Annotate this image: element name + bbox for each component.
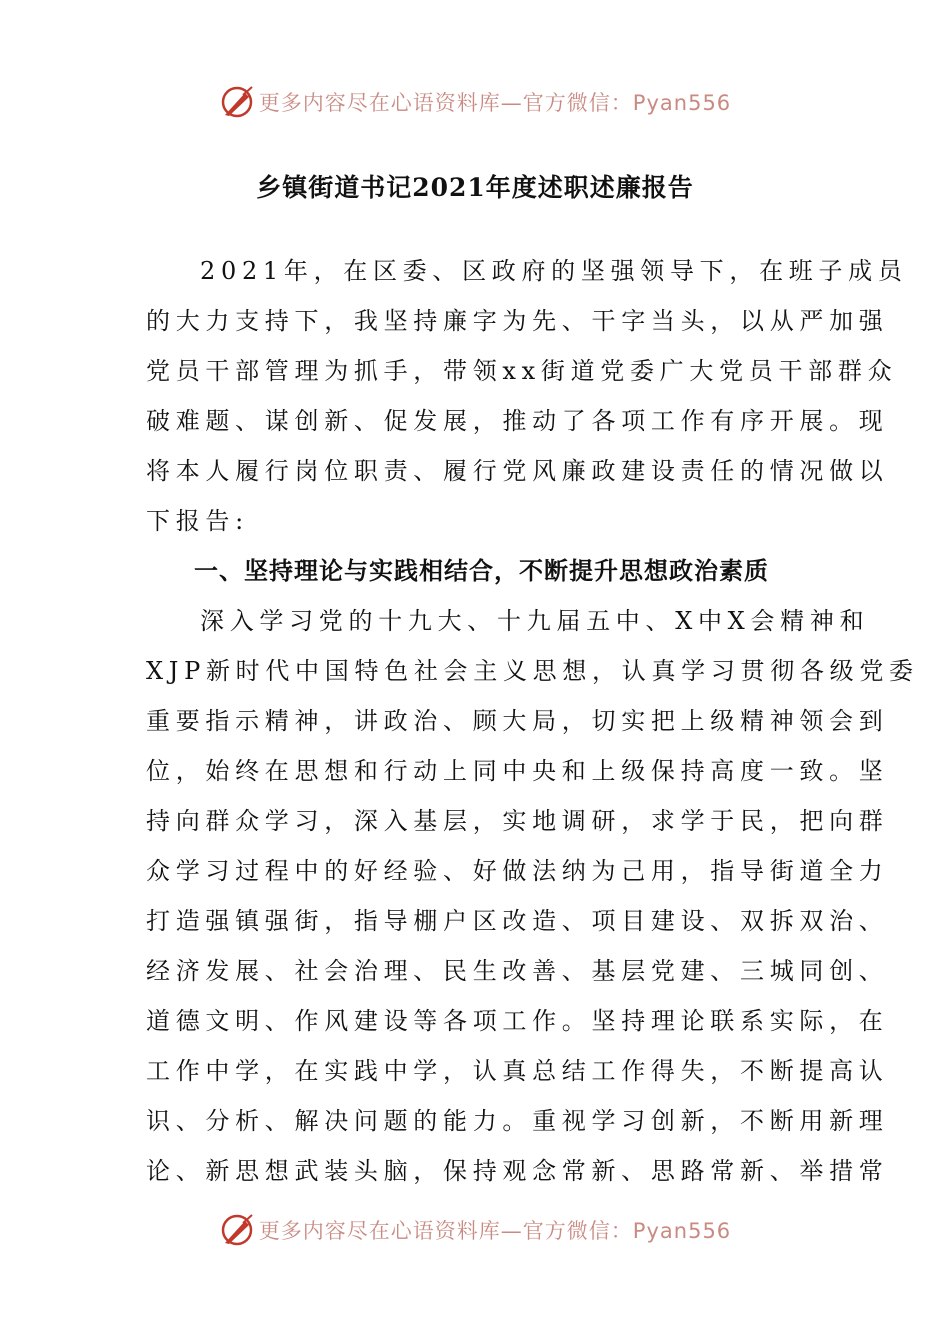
body-line: 位，始终在思想和行动上同中央和上级保持高度一致。坚 bbox=[146, 757, 889, 785]
body-line: 识、分析、解决问题的能力。重视学习创新，不断用新理 bbox=[146, 1107, 889, 1135]
body-line: 2021年，在区委、区政府的坚强领导下，在班子成员 bbox=[200, 257, 908, 285]
header-banner bbox=[0, 80, 950, 124]
body-line: 党员干部管理为抓手，带领xx街道党委广大党员干部群众 bbox=[146, 357, 898, 385]
body-line: 持向群众学习，深入基层，实地调研，求学于民，把向群 bbox=[146, 807, 889, 835]
body-line: XJP新时代中国特色社会主义思想，认真学习贯彻各级党委 bbox=[146, 657, 919, 685]
body-line: 工作中学，在实践中学，认真总结工作得失，不断提高认 bbox=[146, 1057, 889, 1085]
body-line: 众学习过程中的好经验、好做法纳为己用，指导街道全力 bbox=[146, 857, 889, 885]
body-line: 下报告: bbox=[146, 507, 249, 535]
body-line: 道德文明、作风建设等各项工作。坚持理论联系实际，在 bbox=[146, 1007, 889, 1035]
quill-pen-logo-icon bbox=[219, 84, 255, 120]
section-heading: 一、坚持理论与实践相结合，不断提升思想政治素质 bbox=[194, 557, 769, 585]
document-title: 乡镇街道书记2021年度述职述廉报告 bbox=[256, 173, 694, 202]
document-body bbox=[146, 246, 919, 1196]
body-line: 打造强镇强街，指导棚户区改造、项目建设、双拆双治、 bbox=[146, 907, 889, 935]
body-line: 论、新思想武装头脑，保持观念常新、思路常新、举措常 bbox=[146, 1157, 889, 1185]
footer-banner-text: 更多内容尽在心语资料库—官方微信：Pyan556 bbox=[258, 1219, 732, 1243]
body-line: 经济发展、社会治理、民生改善、基层党建、三城同创、 bbox=[146, 957, 889, 985]
body-line: 将本人履行岗位职责、履行党风廉政建设责任的情况做以 bbox=[146, 457, 889, 485]
body-line: 破难题、谋创新、促发展，推动了各项工作有序开展。现 bbox=[146, 407, 889, 435]
quill-pen-logo-icon bbox=[219, 1212, 255, 1248]
body-line: 重要指示精神，讲政治、顾大局，切实把上级精神领会到 bbox=[146, 707, 889, 735]
body-line: 的大力支持下，我坚持廉字为先、干字当头，以从严加强 bbox=[146, 307, 889, 335]
footer-banner bbox=[0, 1208, 950, 1252]
header-banner-text: 更多内容尽在心语资料库—官方微信：Pyan556 bbox=[258, 91, 732, 115]
body-line: 深入学习党的十九大、十九届五中、X中X会精神和 bbox=[200, 607, 870, 635]
